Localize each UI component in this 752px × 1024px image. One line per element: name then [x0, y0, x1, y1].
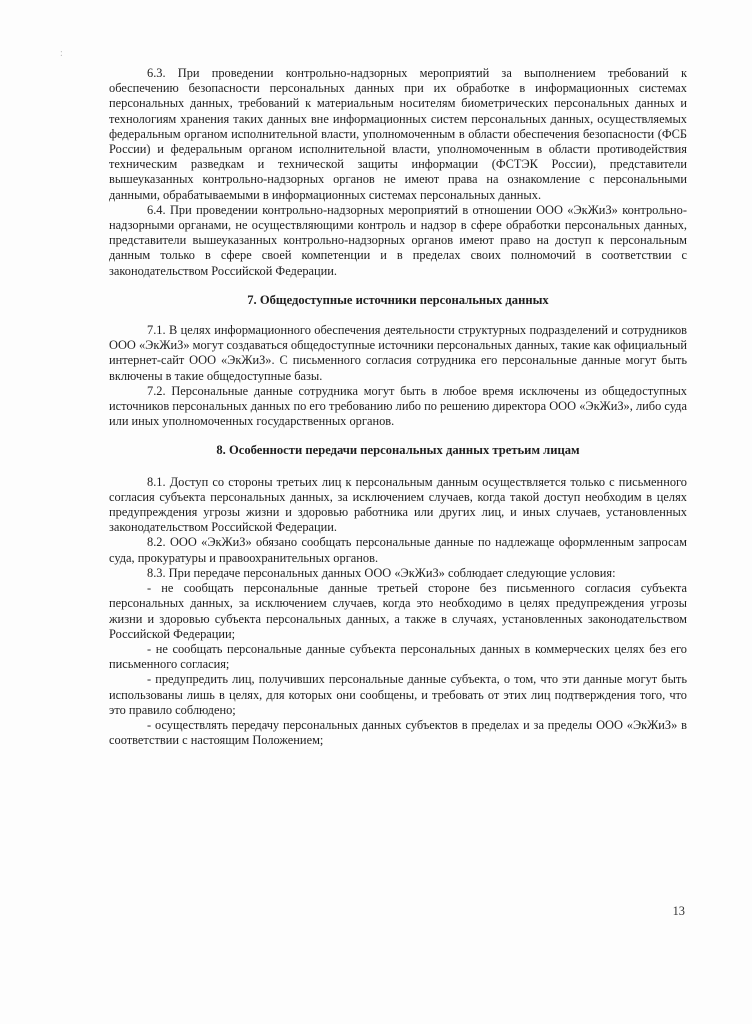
- list-item-no-commercial: - не сообщать персональные данные субъекта персональных данных в коммерческих целях без его письменного согласия;: [109, 641, 687, 672]
- document-body: [109, 66, 687, 748]
- section-8-heading: 8. Особенности передачи персональных данных третьим лицам: [216, 443, 580, 458]
- paragraph-7-2: 7.2. Персональные данные сотрудника могут быть в любое время исключены из общедоступных источников персональных данных по его требованию либо по решению директора ООО «ЭкЖиЗ», либо суда или иных уполномоченных государственных органов.: [109, 383, 687, 429]
- paragraph-7-1: 7.1. В целях информационного обеспечения деятельности структурных подразделений и сотрудников ООО «ЭкЖиЗ» могут создаваться общедоступные источники персональных данных, такие как официальный интернет-сайт ООО «ЭкЖиЗ». С письменного согласия сотрудника его персональные данные могут быть включены в такие общедоступные базы.: [109, 323, 687, 383]
- paragraph-6-3: 6.3. При проведении контрольно-надзорных мероприятий за выполнением требований к обеспечению безопасности персональных данных при их обработке в информационных системах персональных данных, требований к материальным носителям биометрических персональных данных и технологиям хранения таких данных вне информационных систем персональных данных, осуществляемых федеральным органом исполнительной власти, уполномоченным в области обеспечения безопасности (ФСБ России) и федеральным органом исполнительной власти, уполномоченным в области противодействия техническим разведкам и технической защиты информации (ФСТЭК России), представители вышеуказанных контрольно-надзорных органов не имеют права на ознакомление с персональными данными, обрабатываемыми в информационных системах персональных данных.: [109, 66, 687, 202]
- paragraph-8-3: 8.3. При передаче персональных данных ООО «ЭкЖиЗ» соблюдает следующие условия:: [147, 565, 616, 580]
- paragraph-8-2: 8.2. ООО «ЭкЖиЗ» обязано сообщать персональные данные по надлежаще оформленным запросам суда, прокуратуры и правоохранительных органов.: [109, 535, 687, 565]
- list-item-warn-recipients: - предупредить лиц, получивших персональные данные субъекта, о том, что эти данные могут быть использованы лишь в целях, для которых они сообщены, и требовать от этих лиц подтверждения того, что это правило соблюдено;: [109, 672, 687, 717]
- paragraph-8-1: 8.1. Доступ со стороны третьих лиц к персональным данным осуществляется только с письменного согласия субъекта персональных данных, за исключением случаев, когда такой доступ необходим в целях предупреждения угрозы жизни и здоровью работника или других лиц, и иных случаев, установленных законодательством Российской Федерации.: [109, 474, 687, 535]
- list-item-no-third-party: - не сообщать персональные данные третьей стороне без письменного согласия субъекта персональных данных, за исключением случаев, когда это необходимо в целях предупреждения угрозы жизни и здоровью субъекта персональных данных, а также в случаях, установленных законодательством Российской Федерации;: [109, 581, 687, 641]
- paragraph-6-4: 6.4. При проведении контрольно-надзорных мероприятий в отношении ООО «ЭкЖиЗ» контрольно-надзорными органами, не осуществляющими контроль и надзор в сфере обработки персональных данных, представители вышеуказанных контрольно-надзорных органов имеют право на доступ к персональным данным только в сфере своей компетенции и в пределах своих полномочий в соответствии с законодательством Российской Федерации.: [109, 202, 687, 278]
- scan-artifact: :: [60, 48, 63, 59]
- section-7-heading: 7. Общедоступные источники персональных данных: [247, 292, 549, 307]
- list-item-transfer: - осуществлять передачу персональных данных субъектов в пределах и за пределы ООО «ЭкЖиЗ» в соответствии с настоящим Положением;: [109, 717, 687, 748]
- page-number: 13: [672, 904, 685, 918]
